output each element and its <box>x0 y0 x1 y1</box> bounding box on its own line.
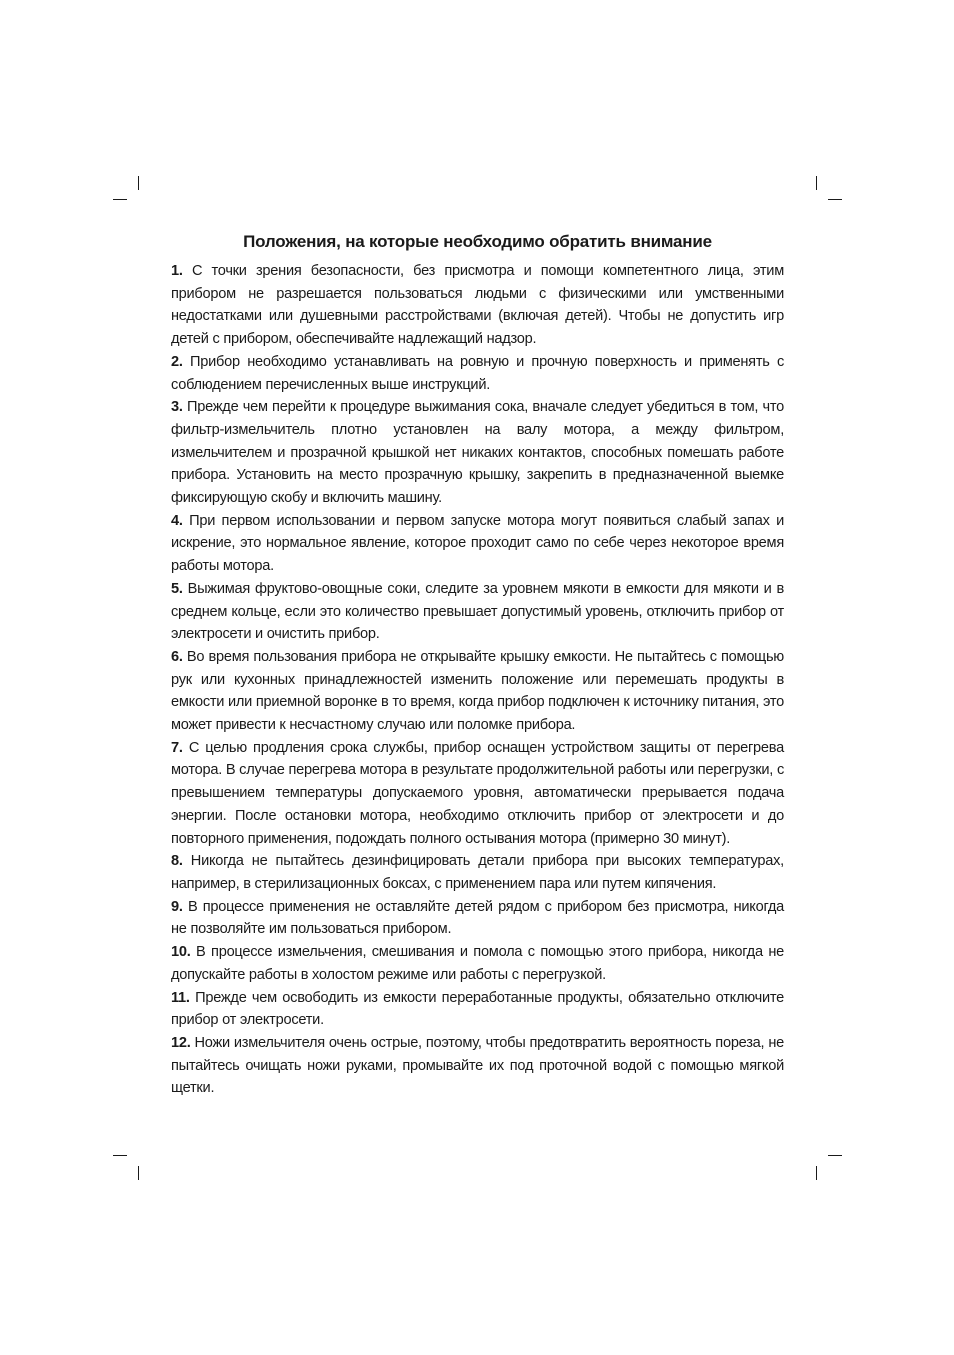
item-text: Ножи измельчителя очень острые, поэтому, чтобы предотвратить вероятность пореза, не пытайтесь очищать ножи руками, промывайте их под проточной водой с помощью мягкой щетки. <box>171 1034 784 1097</box>
crop-mark-bottom-left-horizontal <box>113 1155 127 1156</box>
crop-mark-bottom-left-vertical <box>138 1166 139 1180</box>
list-item <box>171 578 784 646</box>
list-item <box>171 737 784 851</box>
crop-mark-top-right-horizontal <box>828 199 842 200</box>
item-number: 2. <box>171 353 183 370</box>
document-body <box>171 230 784 1100</box>
list-item <box>171 396 784 510</box>
item-number: 8. <box>171 853 183 870</box>
item-number: 10. <box>171 944 191 961</box>
item-number: 1. <box>171 263 183 279</box>
item-number: 4. <box>171 512 183 529</box>
list-item <box>171 260 784 351</box>
item-number: 9. <box>171 898 183 915</box>
item-text: Выжимая фруктово-овощные соки, следите за уровнем мякоти в емкости для мякоти и в среднем кольце, если это количество превышает допустимый уровень, отключить прибор от электросети и очистить прибор. <box>171 580 784 643</box>
item-number: 6. <box>171 648 183 665</box>
list-item <box>171 646 784 737</box>
item-text: Во время пользования прибора не открывайте крышку емкости. Не пытайтесь с помощью рук или кухонных принадлежностей изменить положение или перемешать продукты в емкости или приемной воронке в то время, когда прибор подключен к источнику питания, это может привести к несчастному случаю или поломке прибора. <box>171 648 784 734</box>
item-number: 5. <box>171 580 183 597</box>
item-text: В процессе применения не оставляйте детей рядом с прибором без присмотра, никогда не позволяйте им пользоваться прибором. <box>171 898 784 938</box>
page-title: Положения, на которые необходимо обратить внимание <box>243 232 712 251</box>
item-text: Прежде чем освободить из емкости переработанные продукты, обязательно отключите прибор от электросети. <box>171 989 784 1029</box>
crop-mark-top-right-vertical <box>816 176 817 190</box>
item-number: 11. <box>171 989 190 1006</box>
crop-mark-top-left-horizontal <box>113 199 127 200</box>
list-item <box>171 510 784 578</box>
crop-mark-bottom-right-horizontal <box>828 1155 842 1156</box>
item-text: Прибор необходимо устанавливать на ровную и прочную поверхность и применять с соблюдением перечисленных выше инструкций. <box>171 353 784 393</box>
list-item <box>171 987 784 1032</box>
crop-mark-top-left-vertical <box>138 176 139 190</box>
item-text: С целью продления срока службы, прибор оснащен устройством защиты от перегрева мотора. В случае перегрева мотора в результате продолжительной работы или перегрузки, с превышением температуры допускаемого уровня, автоматически прерывается подача энергии. После остановки мотора, необходимо отключить прибор от электросети и до повторного применения, подождать полного остывания мотора (примерно 30 минут). <box>171 739 784 847</box>
item-text: При первом использовании и первом запуске мотора могут появиться слабый запах и искрение, это нормальное явление, которое проходит само по себе через некоторое время работы мотора. <box>171 512 784 575</box>
list-item <box>171 850 784 895</box>
item-number: 7. <box>171 739 183 756</box>
list-item <box>171 1032 784 1100</box>
list-item <box>171 351 784 396</box>
list-item <box>171 896 784 941</box>
item-number: 12. <box>171 1034 191 1051</box>
item-text: Прежде чем перейти к процедуре выжимания сока, вначале следует убедиться в том, что фильтр-измельчитель плотно установлен на валу мотора, а между фильтром, измельчителем и прозрачной крышкой нет никаких контактов, способных помешать работе прибора. Установить на место прозрачную крышку, закрепить в предназначенной выемке фиксирующую скобу и включить машину. <box>171 399 784 507</box>
item-text: Никогда не пытайтесь дезинфицировать детали прибора при высоких температурах, например, в стерилизационных боксах, с применением пара или путем кипячения. <box>171 853 784 892</box>
item-number: 3. <box>171 399 183 416</box>
list-item <box>171 941 784 986</box>
item-text: В процессе измельчения, смешивания и помола с помощью этого прибора, никогда не допускайте работы в холостом режиме или работы с перегрузкой. <box>171 944 784 983</box>
item-text: С точки зрения безопасности, без присмотра и помощи компетентного лица, этим прибором не разрешается пользоваться людьми с физическими или умственными недостатками или душевными расстройствами (включая детей). Чтобы не допустить игр детей с прибором, обеспечивайте надлежащий надзор. <box>171 263 784 348</box>
crop-mark-bottom-right-vertical <box>816 1166 817 1180</box>
